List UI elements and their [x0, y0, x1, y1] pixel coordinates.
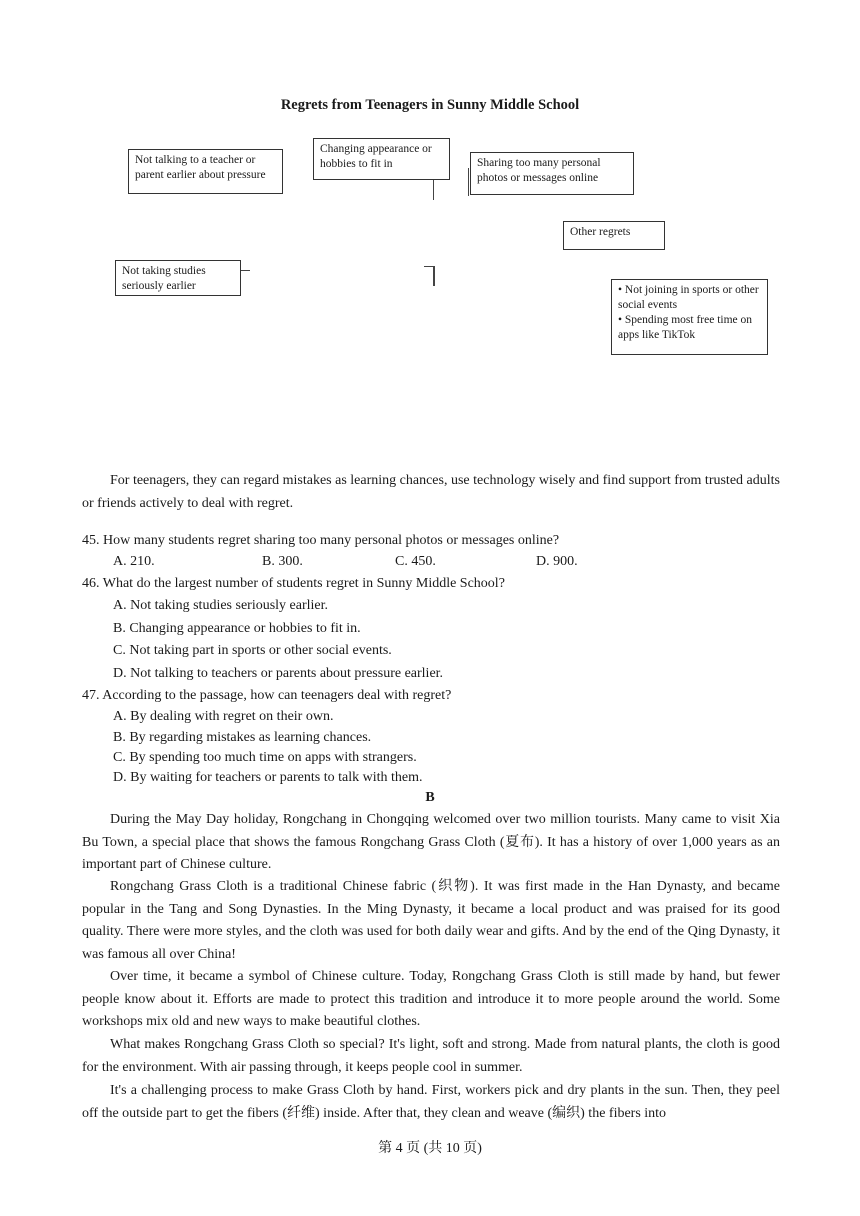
q45-option-b: B. 300.: [262, 554, 303, 569]
q47-option-b: B. By regarding mistakes as learning chances.: [113, 730, 372, 745]
q46-option-d: D. Not talking to teachers or parents about pressure earlier.: [113, 666, 444, 681]
passage-b-paragraph-2: Rongchang Grass Cloth is a traditional Chinese fabric (织物). It was first made in the Han Dynasty, and became popular in the Tang and Song Dynasties. In the Ming Dynasty, it became a local product and was praised for its good quality. There were more styles, and the cloth was used for both daily wear and gifts. And by the end of the Qing Dynasty, it was famous all over China!: [82, 879, 780, 962]
q47-option-a: A. By dealing with regret on their own.: [113, 709, 334, 724]
passage-b-paragraph-3: Over time, it became a symbol of Chinese culture. Today, Rongchang Grass Cloth is still made by hand, but fewer people know about it. Efforts are made to protect this tradition and introduce it to more people around the world. Some workshops mix old and new ways to make beautiful clothes.: [82, 969, 780, 1029]
regret-box-other-details: • Not joining in sports or other social events • Spending most free time on apps like TikTok: [611, 279, 768, 355]
page-footer: 第 4 页 (共 10 页): [378, 1141, 482, 1156]
question-47-stem: 47. According to the passage, how can teenagers deal with regret?: [82, 688, 452, 703]
q47-option-d: D. By waiting for teachers or parents to talk with them.: [113, 770, 423, 785]
q46-option-a: A. Not taking studies seriously earlier.: [113, 598, 329, 613]
question-45-stem: 45. How many students regret sharing too many personal photos or messages online?: [82, 533, 560, 548]
passage-b-paragraph-4: What makes Rongchang Grass Cloth so special? It's light, soft and strong. Made from natural plants, the cloth is good for the environment. With air passing through, it keeps people cool in summer.: [82, 1037, 780, 1075]
question-46-stem: 46. What do the largest number of students regret in Sunny Middle School?: [82, 576, 505, 591]
q45-option-c: C. 450.: [395, 554, 436, 569]
q47-option-c: C. By spending too much time on apps with strangers.: [113, 750, 417, 765]
intro-paragraph: For teenagers, they can regard mistakes as learning chances, use technology wisely and find support from trusted adults or friends actively to deal with regret.: [82, 473, 780, 511]
regret-box-sharing-online: Sharing too many personal photos or messages online: [470, 152, 634, 195]
connector-stub: [468, 168, 469, 196]
connector-stub: [433, 180, 434, 200]
q45-option-d: D. 900.: [536, 554, 578, 569]
regret-box-other: Other regrets: [563, 221, 665, 250]
regret-box-studies: Not taking studies seriously earlier: [115, 260, 241, 296]
passage-b-paragraph-1: During the May Day holiday, Rongchang in Chongqing welcomed over two million tourists. Many came to visit Xia Bu Town, a special place that shows the famous Rongchang Grass Cloth (夏布). It has a history of over 1,000 years as an important part of Chinese culture.: [82, 812, 780, 872]
page-title: Regrets from Teenagers in Sunny Middle School: [280, 97, 580, 113]
section-heading: B: [425, 790, 435, 805]
connector-stub: [241, 270, 250, 271]
connector-stub: [424, 266, 433, 267]
q46-option-c: C. Not taking part in sports or other social events.: [113, 643, 392, 658]
q45-option-a: A. 210.: [113, 554, 155, 569]
regret-box-appearance: Changing appearance or hobbies to fit in: [313, 138, 450, 180]
regret-box-teacher-parent: Not talking to a teacher or parent earlier about pressure: [128, 149, 283, 194]
passage-b-paragraph-5: It's a challenging process to make Grass Cloth by hand. First, workers pick and dry plants in the sun. Then, they peel off the outside part to get the fibers (纤维) inside. After that, they clean and weave (编织) the fibers into: [82, 1083, 780, 1121]
q46-option-b: B. Changing appearance or hobbies to fit in.: [113, 621, 361, 636]
connector-stub: [433, 266, 435, 286]
